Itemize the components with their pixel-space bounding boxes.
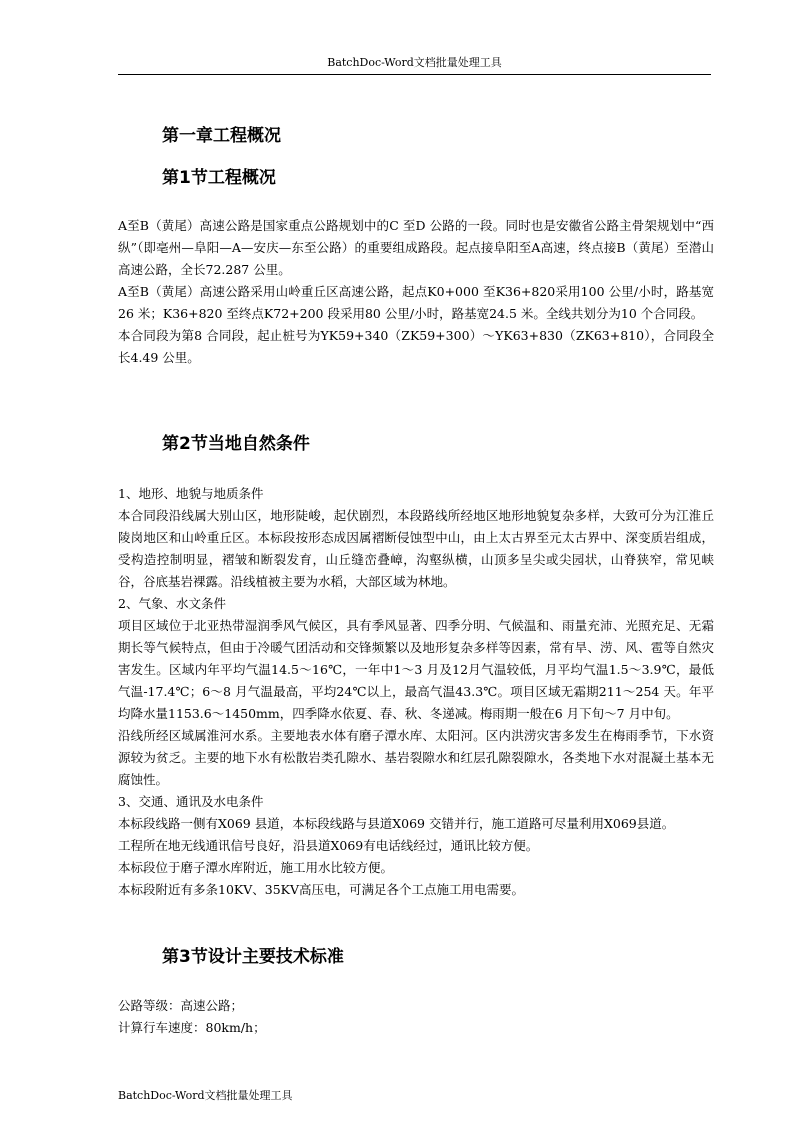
page-header — [118, 56, 711, 75]
paragraph: 本合同段为第8 合同段，起止桩号为YK59+340（ZK59+300）～YK63+830（ZK63+810），合同段全长4.49 公里。 — [118, 328, 714, 365]
paragraph: 本标段附近有多条10KV、35KV高压电，可满足各个工点施工用电需要。 — [118, 882, 525, 897]
paragraph: 公路等级：高速公路； — [118, 998, 244, 1013]
header-text: BatchDoc-Word文档批量处理工具 — [327, 56, 502, 69]
section-title-3: 第3节设计主要技术标准 — [162, 947, 344, 967]
subheading: 3、交通、通讯及水电条件 — [118, 794, 264, 809]
page-footer — [118, 1089, 293, 1103]
paragraph: 本合同段沿线属大别山区，地形陡峻，起伏剧烈，本段路线所经地区地形地貌复杂多样，大致可分为江淮丘陵岗地区和山岭重丘区。本标段按形态成因属褶断侵蚀型中山，由上太古界至元太古界中、深变质岩组成，受构造控制明显，褶皱和断裂发育，山丘缝峦叠嶂，沟壑纵横，山顶多呈尖或尖园状，山脊狭窄，常见峡谷，谷底基岩裸露。沿线植被主要为水稻，大部区域为林地。 — [118, 508, 714, 589]
paragraph: 本标段线路一侧有X069 县道，本标段线路与县道X069 交错并行，施工道路可尽量利用X069县道。 — [118, 816, 675, 831]
section-2-body — [118, 483, 714, 901]
paragraph: 计算行车速度：80km/h； — [118, 1020, 266, 1035]
chapter-title: 第一章工程概况 — [162, 126, 281, 146]
paragraph: A至B（黄尾）高速公路是国家重点公路规划中的C 至D 公路的一段。同时也是安徽省公路主骨架规划中“西纵”（即亳州—阜阳—A—安庆—东至公路）的重要组成路段。起点接阜阳至A高速，终点接B（黄尾）至潜山高速公路，全长72.287 公里。 — [118, 218, 714, 277]
subheading: 2、气象、水文条件 — [118, 596, 226, 611]
section-title-1: 第1节工程概况 — [162, 168, 276, 188]
section-3-body — [118, 995, 714, 1039]
paragraph: 本标段位于磨子潭水库附近，施工用水比较方便。 — [118, 860, 394, 875]
paragraph: 工程所在地无线通讯信号良好，沿县道X069有电话线经过，通讯比较方便。 — [118, 838, 539, 853]
subheading: 1、地形、地貌与地质条件 — [118, 486, 264, 501]
section-title-2: 第2节当地自然条件 — [162, 434, 310, 454]
paragraph: A至B（黄尾）高速公路采用山岭重丘区高速公路，起点K0+000 至K36+820采用100 公里/小时，路基宽26 米；K36+820 至终点K72+200 段采用80 公里/小时，路基宽24.5 米。全线共划分为10 个合同段。 — [118, 284, 714, 321]
paragraph: 沿线所经区域属淮河水系。主要地表水体有磨子潭水库、太阳河。区内洪涝灾害多发生在梅雨季节，下水资源较为贫乏。主要的地下水有松散岩类孔隙水、基岩裂隙水和红层孔隙裂隙水，各类地下水对混凝土基本无腐蚀性。 — [118, 728, 714, 787]
paragraph: 项目区域位于北亚热带湿润季风气候区，具有季风显著、四季分明、气候温和、雨量充沛、光照充足、无霜期长等气候特点，但由于冷暖气团活动和交锋频繁以及地形复杂多样等因素，常有旱、涝、风、雹等自然灾害发生。区域内年平均气温14.5～16℃，一年中1～3 月及12月气温较低，月平均气温1.5～3.9℃，最低气温-17.4℃；6～8 月气温最高，平均24℃以上，最高气温43.3℃。项目区域无霜期211～254 天。年平均降水量1153.6～1450mm，四季降水依夏、春、秋、冬递减。梅雨期一般在6 月下旬～7 月中旬。 — [118, 618, 714, 721]
section-1-body — [118, 215, 714, 369]
footer-text: BatchDoc-Word文档批量处理工具 — [118, 1089, 293, 1102]
